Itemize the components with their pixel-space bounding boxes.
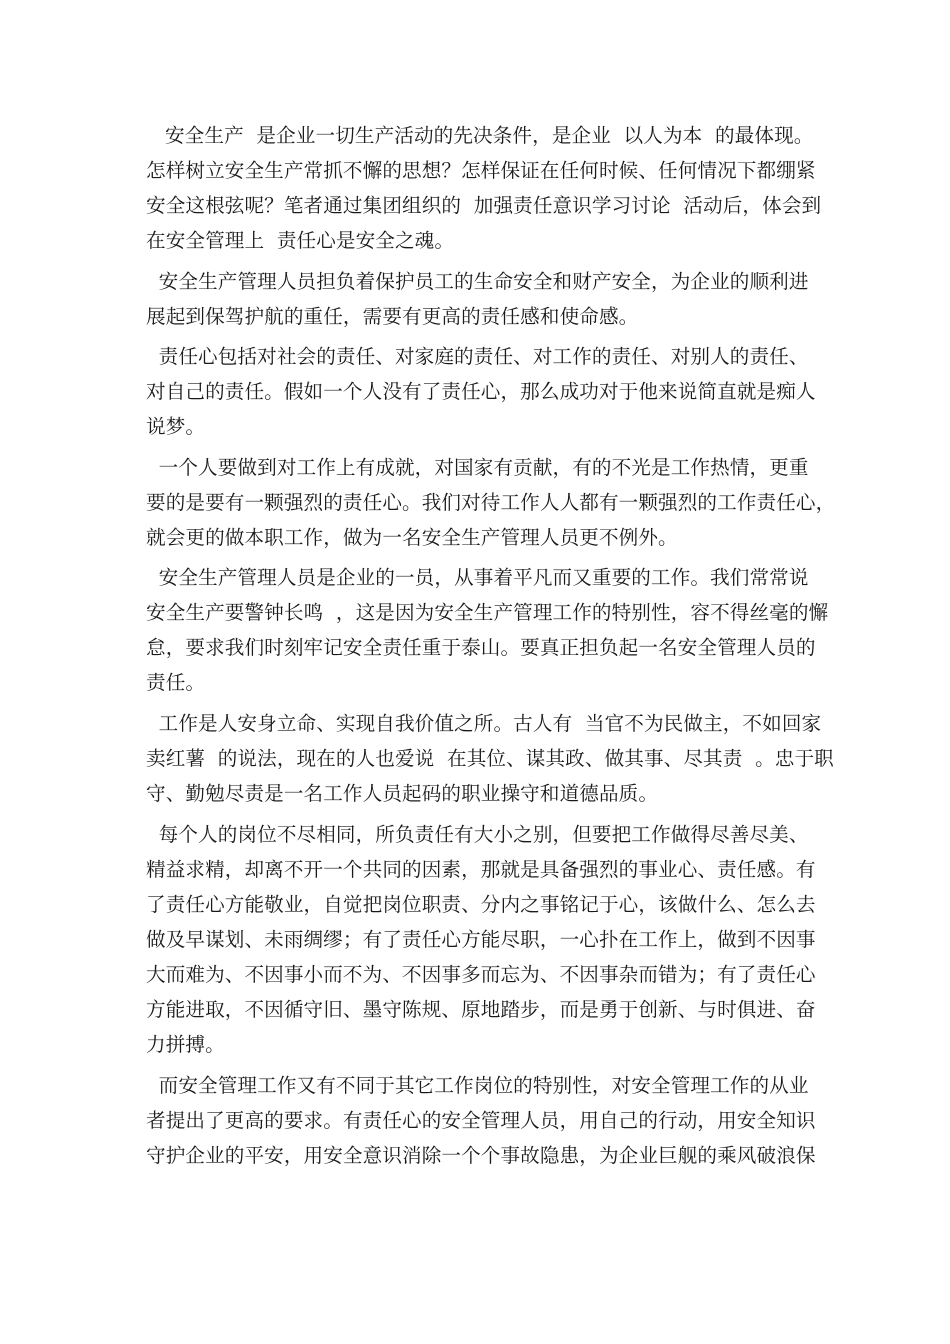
text-line: 守护企业的平安，用安全意识消除一个个事故隐患，为企业巨舰的乘风破浪保 [146,1144,816,1167]
text-line: 就会更的做本职工作，做为一名安全生产管理人员更不例外。 [146,526,678,549]
text-line: 对自己的责任。假如一个人没有了责任心，那么成功对于他来说简直就是痴人 [146,380,816,403]
text-line: 安全生产管理人员担负着保护员工的生命安全和财产安全，为企业的顺利进 [146,270,809,293]
text-line: 要的是要有一颗强烈的责任心。我们对待工作人人都有一颗强烈的工作责任心， [146,491,836,514]
text-line: 一个人要做到对工作上有成就，对国家有贡献，有的不光是工作热情，更重 [146,456,809,479]
text-line: 精益求精，却离不开一个共同的因素，那就是具备强烈的事业心、责任感。有 [146,858,816,881]
text-line: 说梦。 [146,415,206,438]
text-line: 怎样树立安全生产常抓不懈的思想？怎样保证在任何时候、任何情况下都绷紧 [146,159,816,182]
text-line: 在安全管理上 责任心是安全之魂。 [146,229,455,252]
text-line: 责任。 [146,671,206,694]
text-line: 安全生产管理人员是企业的一员，从事着平凡而又重要的工作。我们常常说 [146,566,809,589]
text-line: 安全生产 是企业一切生产活动的先决条件，是企业 以人为本 的最体现。 [146,124,814,147]
text-line: 力拼搏。 [146,1033,225,1056]
text-line: 守、勤勉尽责是一名工作人员起码的职业操守和道德品质。 [146,782,659,805]
text-line: 者提出了更高的要求。有责任心的安全管理人员，用自己的行动，用安全知识 [146,1109,816,1132]
text-line: 安全这根弦呢？笔者通过集团组织的 加强责任意识学习讨论 活动后，体会到 [146,194,822,217]
text-line: 安全生产要警钟长鸣 ，这是因为安全生产管理工作的特别性，容不得丝毫的懈 [146,601,829,624]
text-line: 工作是人安身立命、实现自我价值之所。古人有 当官不为民做主，不如回家 [146,712,822,735]
text-line: 做及早谋划、未雨绸缪；有了责任心方能尽职，一心扑在工作上，做到不因事 [146,928,816,951]
text-line: 展起到保驾护航的重任，需要有更高的责任感和使命感。 [146,305,639,328]
text-line: 大而难为、不因事小而不为、不因事多而忘为、不因事杂而错为；有了责任心 [146,963,816,986]
text-line: 了责任心方能敬业，自觉把岗位职责、分内之事铭记于心，该做什么、怎么去 [146,893,816,916]
text-line: 卖红薯 的说法，现在的人也爱说 在其位、谋其政、做其事、尽其责 。忠于职 [146,747,834,770]
text-line: 每个人的岗位不尽相同，所负责任有大小之别，但要把工作做得尽善尽美、 [146,823,809,846]
text-line: 方能进取，不因循守旧、墨守陈规、原地踏步，而是勇于创新、与时俱进、奋 [146,998,816,1021]
text-line: 而安全管理工作又有不同于其它工作岗位的特别性，对安全管理工作的从业 [146,1074,809,1097]
text-line: 责任心包括对社会的责任、对家庭的责任、对工作的责任、对别人的责任、 [146,345,809,368]
text-line: 怠，要求我们时刻牢记安全责任重于泰山。要真正担负起一名安全管理人员的 [146,636,816,659]
